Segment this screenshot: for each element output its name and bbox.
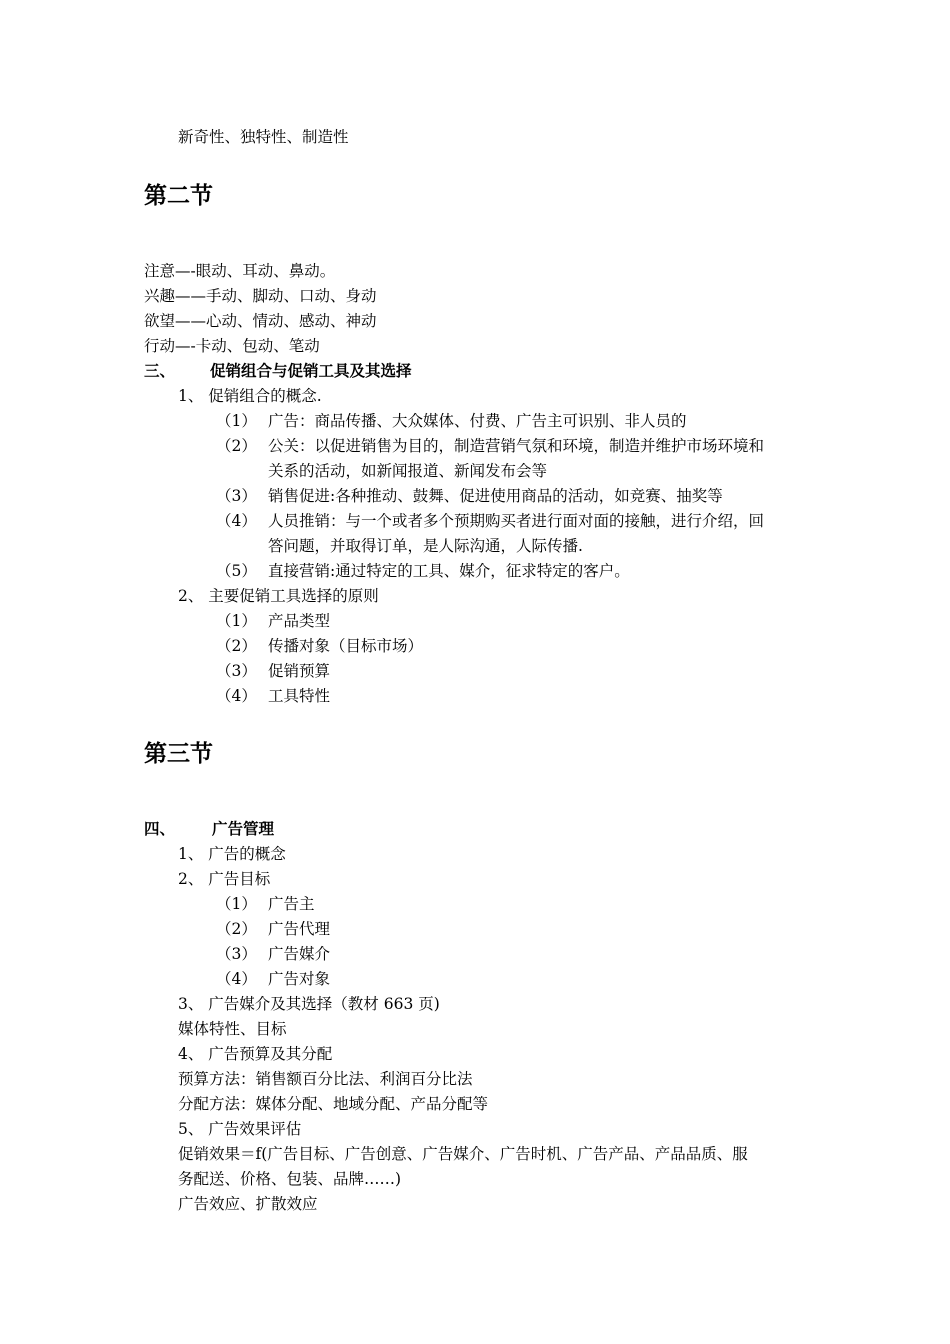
sub-item-text: 人员推销：与一个或者多个预期购买者进行面对面的接触，进行介绍，回 [268, 512, 765, 530]
sub-item-number: （3） [216, 662, 257, 680]
sub-item-text: 直接营销:通过特定的工具、媒介，征求特定的客户。 [268, 562, 630, 580]
sub-item-number: （3） [216, 487, 257, 505]
sub-item-number: （5） [216, 562, 257, 580]
sub-item-text-continued: 关系的活动，如新闻报道、新闻发布会等 [268, 462, 548, 480]
note-line: 预算方法：销售额百分比法、利润百分比法 [178, 1070, 473, 1088]
aida-line: 注意—-眼动、耳动、鼻动。 [144, 262, 336, 280]
sub-item-text: 广告代理 [268, 920, 331, 938]
list-item: 2、 广告目标 [178, 870, 271, 888]
sub-item-text: 广告对象 [268, 970, 331, 988]
sub-item-text: 广告：商品传播、大众媒体、付费、广告主可识别、非人员的 [268, 412, 687, 430]
sub-item-text: 工具特性 [268, 687, 331, 705]
intro-line: 新奇性、独特性、制造性 [178, 128, 349, 146]
sub-item-number: （1） [216, 895, 257, 913]
sub-item-number: （3） [216, 945, 257, 963]
sub-item-text: 广告主 [268, 895, 315, 913]
sub-item-text: 促销预算 [268, 662, 331, 680]
sub-item-number: （2） [216, 920, 257, 938]
sub-item-number: （1） [216, 412, 257, 430]
section-heading-2: 第二节 [144, 183, 213, 209]
part-number: 三、 [144, 362, 176, 380]
sub-item-text-continued: 答问题，并取得订单，是人际沟通，人际传播. [268, 537, 583, 555]
sub-item-text: 传播对象（目标市场） [268, 637, 424, 655]
list-item: 3、 广告媒介及其选择（教材 663 页) [178, 995, 440, 1013]
aida-line: 兴趣——手动、脚动、口动、身动 [144, 287, 377, 305]
section-heading-3: 第三节 [144, 741, 213, 767]
sub-item-text: 销售促进:各种推动、鼓舞、促进使用商品的活动，如竞赛、抽奖等 [268, 487, 723, 505]
sub-item-number: （4） [216, 512, 257, 530]
sub-item-text: 产品类型 [268, 612, 331, 630]
sub-item-number: （1） [216, 612, 257, 630]
list-item: 5、 广告效果评估 [178, 1120, 302, 1138]
sub-item-number: （2） [216, 637, 257, 655]
formula-line-continued: 务配送、价格、包装、品牌……) [178, 1170, 402, 1188]
sub-item-text: 公关：以促进销售为目的，制造营销气氛和环境，制造并维护市场环境和 [268, 437, 765, 455]
part-title: 促销组合与促销工具及其选择 [210, 362, 412, 380]
sub-item-text: 广告媒介 [268, 945, 331, 963]
note-line: 分配方法：媒体分配、地域分配、产品分配等 [178, 1095, 489, 1113]
part-title: 广告管理 [212, 820, 275, 838]
formula-line: 促销效果＝f(广告目标、广告创意、广告媒介、广告时机、广告产品、产品品质、服 [178, 1145, 748, 1163]
aida-line: 行动—-卡动、包动、笔动 [144, 337, 320, 355]
list-item: 1、 促销组合的概念. [178, 387, 322, 405]
sub-item-number: （4） [216, 970, 257, 988]
sub-item-number: （4） [216, 687, 257, 705]
list-item: 2、 主要促销工具选择的原则 [178, 587, 379, 605]
list-item: 1、 广告的概念 [178, 845, 286, 863]
note-line: 广告效应、扩散效应 [178, 1195, 318, 1213]
note-line: 媒体特性、目标 [178, 1020, 287, 1038]
list-item: 4、 广告预算及其分配 [178, 1045, 333, 1063]
part-number: 四、 [144, 820, 176, 838]
sub-item-number: （2） [216, 437, 257, 455]
aida-line: 欲望——心动、情动、感动、神动 [144, 312, 377, 330]
